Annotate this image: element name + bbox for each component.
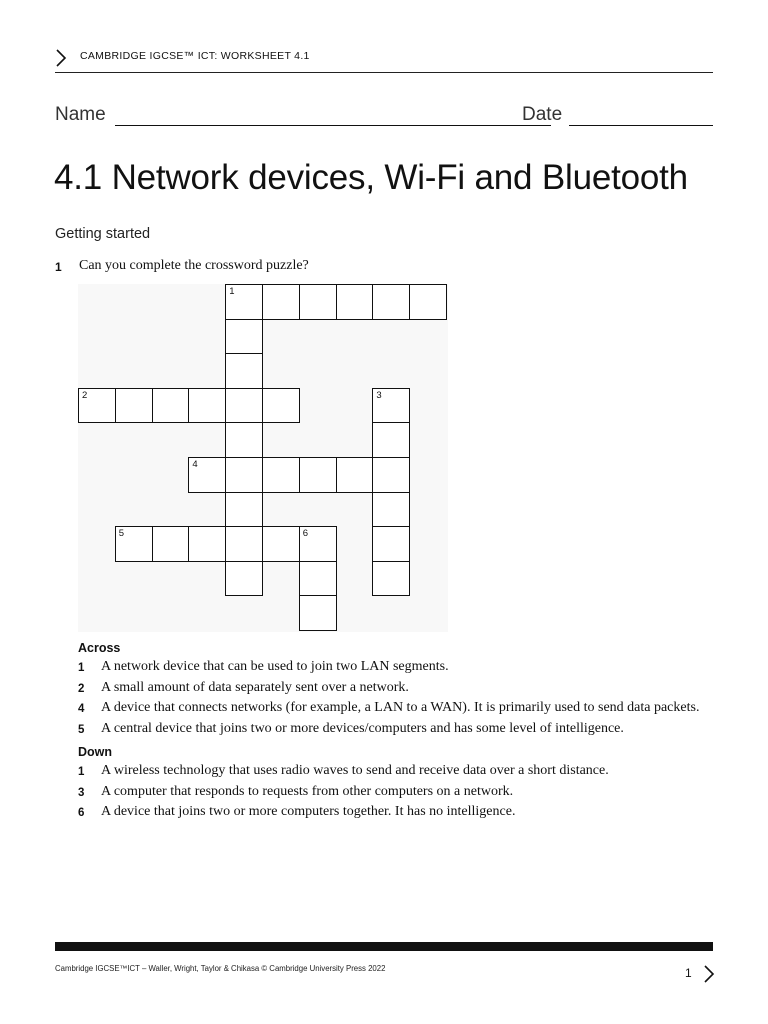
crossword-cell[interactable] (262, 284, 300, 320)
crossword-cell[interactable] (336, 457, 374, 493)
clue-across-4 (78, 700, 718, 717)
crossword-cell[interactable] (188, 457, 226, 493)
crossword-clue-number: 6 (302, 528, 309, 540)
clue-text: A network device that can be used to join two LAN segments. (101, 659, 449, 674)
clue-down-3 (78, 784, 718, 801)
crossword-cell[interactable] (372, 457, 410, 493)
crossword-cell[interactable] (299, 595, 337, 631)
crossword-cell[interactable] (372, 492, 410, 528)
crossword-cell[interactable] (225, 388, 263, 424)
clue-number: 1 (78, 662, 85, 674)
across-heading: Across (78, 641, 121, 655)
clue-across-5 (78, 721, 718, 738)
question-number: 1 (55, 260, 62, 274)
crossword-cell[interactable] (372, 422, 410, 458)
section-heading: Getting started (55, 226, 151, 242)
clue-text: A wireless technology that uses radio waves to send and receive data over a short distance. (101, 763, 609, 778)
crossword-cell[interactable] (299, 526, 337, 562)
clue-number: 2 (78, 682, 85, 695)
crossword-cell[interactable] (262, 457, 300, 493)
crossword-cell[interactable] (225, 353, 263, 389)
crossword-cell[interactable] (225, 457, 263, 493)
crossword-cell[interactable] (78, 388, 116, 424)
chevron-right-icon (55, 48, 67, 68)
clue-text: A small amount of data separately sent over a network. (101, 679, 409, 695)
clue-across-2 (78, 680, 718, 697)
crossword-cell[interactable] (262, 526, 300, 562)
clue-text: A computer that responds to requests from other computers on a network. (101, 783, 514, 799)
name-field[interactable] (115, 125, 551, 126)
crossword-cell[interactable] (299, 284, 337, 320)
page-number: 1 (685, 966, 692, 980)
question-text: Can you complete the crossword puzzle? (79, 258, 309, 273)
name-label: Name (55, 104, 106, 125)
crossword-cell[interactable] (152, 526, 190, 562)
footer-bar (55, 942, 713, 951)
crossword-clue-number: 4 (192, 459, 198, 470)
clue-text: A device that joins two or more computers together. It has no intelligence. (101, 804, 516, 819)
crossword-cell[interactable] (225, 319, 263, 355)
crossword-cell[interactable] (225, 492, 263, 528)
clue-across-1 (78, 659, 718, 676)
clue-number: 5 (78, 723, 85, 736)
crossword-cell[interactable] (409, 284, 447, 320)
crossword-cell[interactable] (188, 526, 226, 562)
clue-down-1 (78, 763, 718, 780)
crossword-cell[interactable] (372, 526, 410, 562)
date-label: Date (522, 104, 563, 125)
clue-number: 1 (78, 766, 85, 778)
crossword-cell[interactable] (188, 388, 226, 424)
crossword-cell[interactable] (299, 561, 337, 597)
crossword-cell[interactable] (115, 388, 153, 424)
down-heading: Down (78, 745, 113, 759)
crossword-cell[interactable] (152, 388, 190, 424)
crossword-cell[interactable] (115, 526, 153, 562)
crossword-clue-number: 1 (229, 286, 235, 297)
crossword-cell[interactable] (336, 284, 374, 320)
crossword-cell[interactable] (225, 561, 263, 597)
crossword-cell[interactable] (225, 526, 263, 562)
crossword-cell[interactable] (299, 457, 337, 493)
date-field[interactable] (569, 125, 713, 126)
clues (78, 638, 718, 825)
clue-text: A central device that joins two or more devices/computers and has some level of intelligence. (101, 720, 624, 736)
crossword-cell[interactable] (372, 561, 410, 597)
page-title: 4.1 Network devices, Wi-Fi and Bluetooth (54, 158, 688, 197)
footer-credit: Cambridge IGCSE™ICT – Waller, Wright, Taylor & Chikasa © Cambridge University Press 2022 (55, 964, 386, 973)
clue-text: A device that connects networks (for example, a LAN to a WAN). It is primarily used to send data packets. (101, 700, 700, 715)
chevron-right-icon[interactable] (703, 964, 715, 984)
name-date-row (55, 104, 713, 128)
crossword-clue-number: 3 (376, 389, 382, 401)
crossword-clue-number: 5 (118, 528, 125, 540)
crossword-cell[interactable] (372, 284, 410, 320)
page-header (55, 44, 713, 73)
header-title: CAMBRIDGE IGCSE™ ICT: WORKSHEET 4.1 (80, 50, 310, 62)
clue-down-6 (78, 804, 718, 821)
crossword-clue-number: 2 (82, 389, 88, 401)
crossword-cell[interactable] (372, 388, 410, 424)
crossword-cell[interactable] (262, 388, 300, 424)
clue-number: 4 (78, 703, 85, 715)
crossword-cell[interactable] (225, 284, 263, 320)
crossword-cell[interactable] (225, 422, 263, 458)
clue-number: 3 (78, 786, 85, 799)
clue-number: 6 (78, 807, 85, 819)
crossword-grid (78, 284, 448, 632)
